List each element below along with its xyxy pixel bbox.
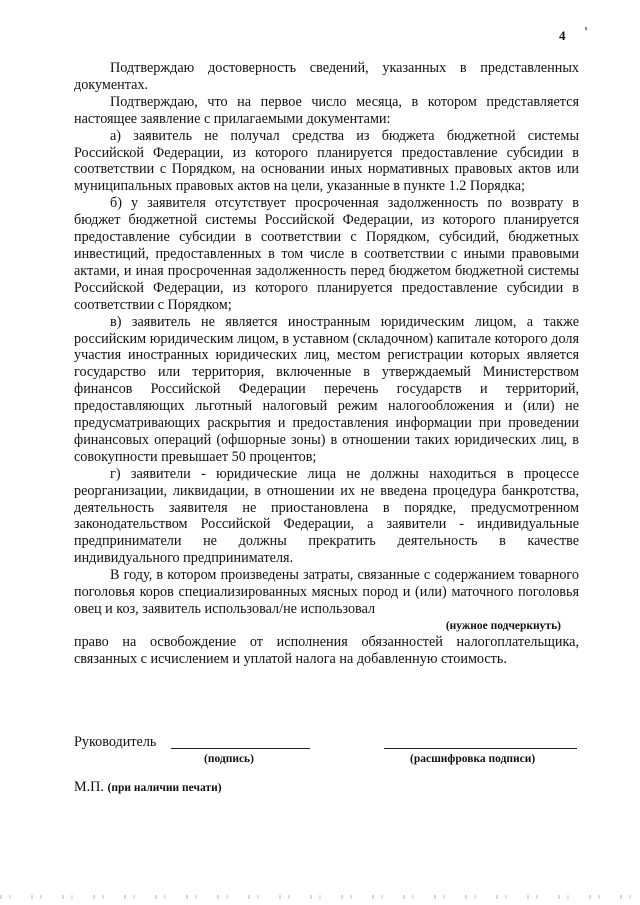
scan-artifact — [585, 27, 587, 30]
paragraph-vat-year: В году, в котором произведены затраты, связанные с содержанием товарного поголовья коров специализированных мясных пород и (или) маточного поголовья овец и коз, заявитель использовал/не использовал — [74, 567, 579, 617]
signature-caption: (подпись) — [204, 753, 254, 765]
signature-label: Руководитель — [74, 734, 157, 750]
page-number: 4 — [559, 28, 566, 43]
paragraph-vat-exemption: право на освобождение от исполнения обязанностей налогоплательщика, связанных с исчислением и уплатой налога на добавленную стоимость. — [74, 633, 579, 667]
stamp-condition: (при наличии печати) — [107, 782, 222, 794]
stamp-note — [74, 779, 222, 796]
signature-block — [74, 734, 579, 774]
signature-line — [171, 748, 310, 749]
scan-edge-artifact — [0, 895, 640, 899]
signature-decoding-line — [384, 748, 577, 749]
paragraph-item-a: а) заявитель не получал средства из бюджета бюджетной системы Российской Федерации, из которого планируется предоставление субсидии в соответствии с Порядком, на основании иных нормативных правовых актов или муниципальных правовых актов на цели, указанные в пункте 1.2 Порядка; — [74, 127, 579, 195]
signature-decoding-caption: (расшифровка подписи) — [410, 753, 536, 765]
stamp-label: М.П. — [74, 779, 104, 795]
paragraph-item-g: г) заявители - юридические лица не должны находиться в процессе реорганизации, ликвидации, в отношении их не введена процедура банкротства, деятельность заявителя не приостановлена в порядке, предусмотренном законодательством Российской Федерации, а заявители - индивидуальные предприниматели не должны прекратить деятельность в качестве индивидуального предпринимателя. — [74, 465, 579, 567]
paragraph-item-b: б) у заявителя отсутствует просроченная задолженность по возврату в бюджет бюджетной системы Российской Федерации, из которого планируется предоставление субсидии в соответствии с Порядком, субсидий, бюджетных инвестиций, предоставленных в том числе в соответствии с иными правовыми актами, и иная просроченная задолженность перед бюджетом бюджетной системы Российской Федерации, из которого планируется предоставление субсидии в соответствии с Порядком; — [74, 195, 579, 313]
underline-hint: (нужное подчеркнуть) — [445, 619, 561, 632]
paragraph-confirm-intro: Подтверждаю, что на первое число месяца, в котором представляется настоящее заявление с прилагаемыми документами: — [74, 93, 579, 127]
document-body — [74, 60, 579, 668]
paragraph-confirm-accuracy: Подтверждаю достоверность сведений, указанных в представленных документах. — [74, 60, 579, 93]
paragraph-item-v: в) заявитель не является иностранным юридическим лицом, а также российским юридическим лицом, в уставном (складочном) капитале которого доля участия иностранных юридических лиц, местом регистрации которых является государство или территория, включенные в утверждаемый Министерством финансов Российской Федерации перечень государств и территорий, предоставляющих льготный налоговый режим налогообложения и (или) не предусматривающих раскрытия и предоставления информации при проведении финансовых операций (офшорные зоны) в отношении таких юридических лиц, в совокупности превышает 50 процентов; — [74, 313, 579, 465]
